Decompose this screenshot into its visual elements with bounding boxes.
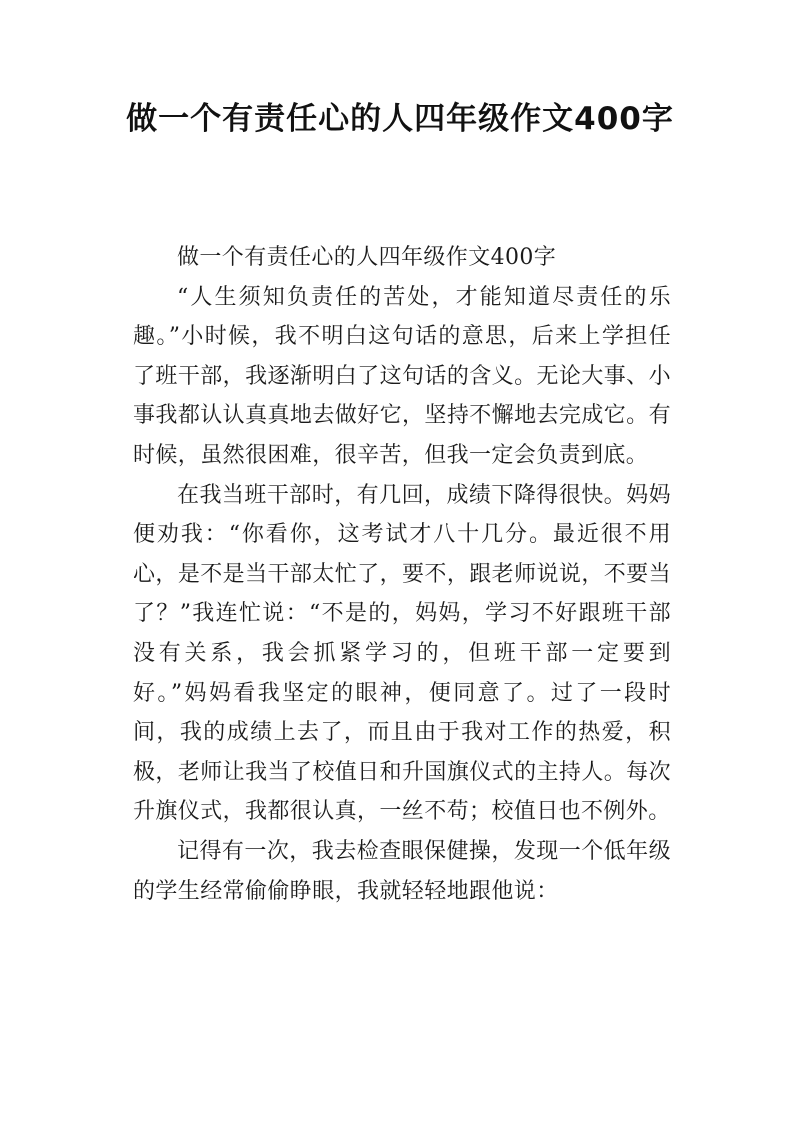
- paragraph: “人生须知负责任的苦处，才能知道尽责任的乐趣。”小时候，我不明白这句话的意思，后来上学担任了班干部，我逐渐明白了这句话的含义。无论大事、小事我都认认真真地去做好它，坚持不懈地去完成它。有时候，虽然很困难，很辛苦，但我一定会负责到底。: [133, 284, 671, 468]
- document-title: 做一个有责任心的人四年级作文400字: [126, 101, 674, 137]
- paragraph: 记得有一次，我去检查眼保健操，发现一个低年级的学生经常偷偷睁眼，我就轻轻地跟他说：: [133, 838, 671, 904]
- paragraph-heading: 做一个有责任心的人四年级作文400字: [177, 245, 557, 270]
- document-body: [133, 238, 671, 911]
- paragraph: 在我当班干部时，有几回，成绩下降得很快。妈妈便劝我：“你看你，这考试才八十几分。最近很不用心，是不是当干部太忙了，要不，跟老师说说，不要当了？”我连忙说：“不是的，妈妈，学习不好跟班干部没有关系，我会抓紧学习的，但班干部一定要到好。”妈妈看我坚定的眼神，便同意了。过了一段时间，我的成绩上去了，而且由于我对工作的热爱，积极，老师让我当了校值日和升国旗仪式的主持人。每次升旗仪式，我都很认真，一丝不苟；校值日也不例外。: [133, 482, 671, 825]
